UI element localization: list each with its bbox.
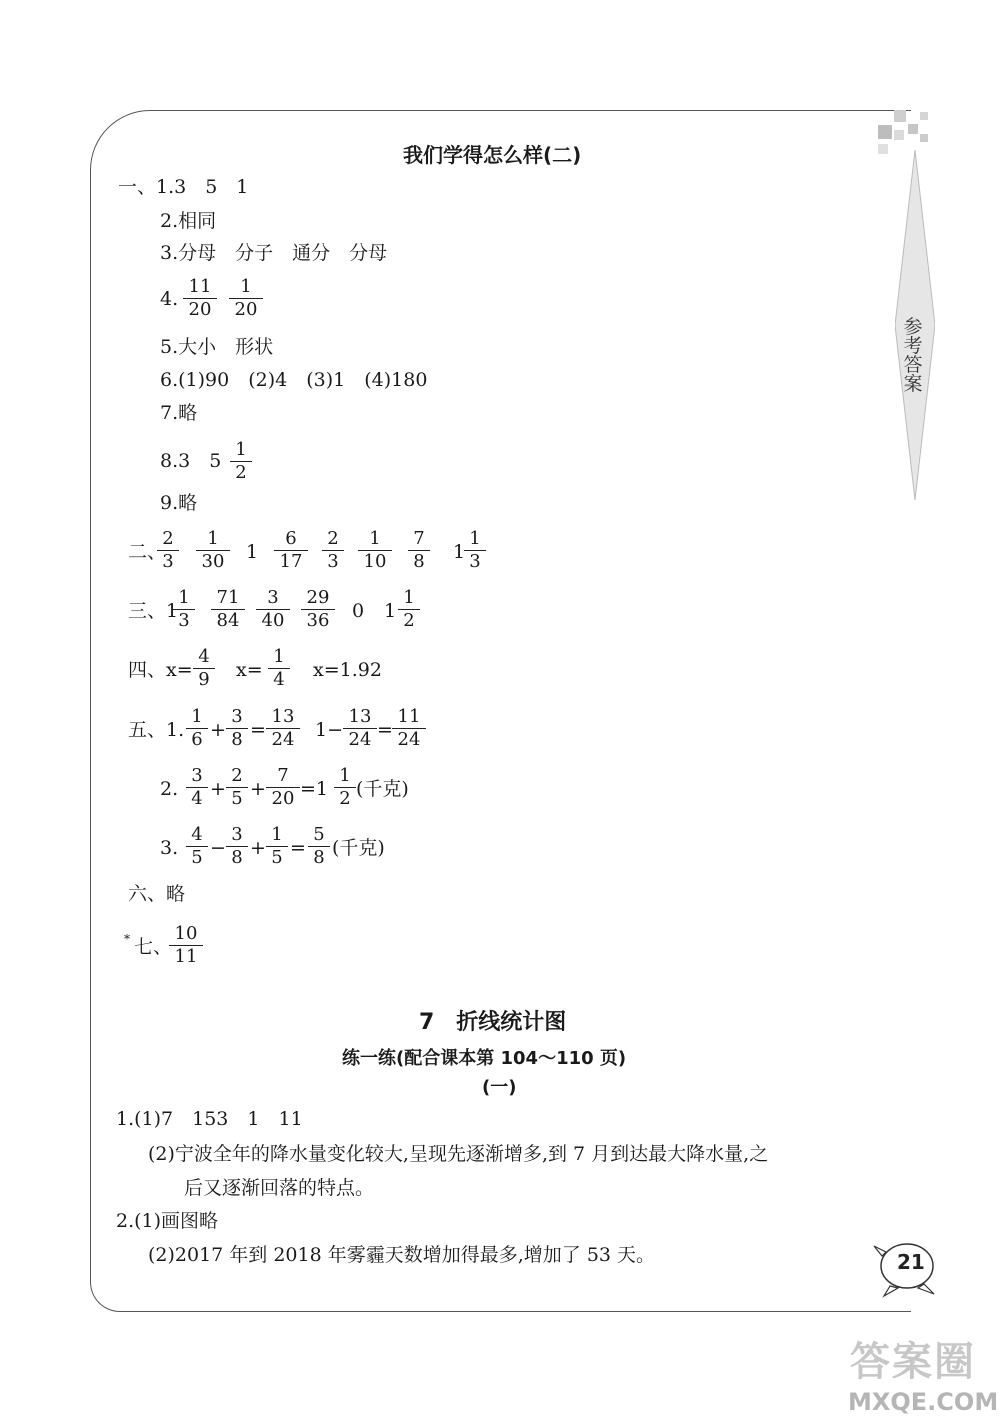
watermark-logo: 答案圈: [850, 1339, 976, 1385]
answer-4-x2: x=: [236, 659, 263, 681]
answer-4-x3: x=1.92: [313, 659, 382, 681]
fraction: 1 2: [398, 588, 420, 631]
answer-5-3-label: 3.: [160, 837, 179, 859]
minus-sign: −: [210, 837, 226, 859]
page-number: 21: [897, 1250, 925, 1274]
fraction: 6 17: [274, 529, 308, 572]
answer-1-9: 9.略: [160, 492, 198, 514]
answer-1-7: 7.略: [160, 402, 198, 424]
plus-sign: +: [210, 719, 226, 741]
whole-number: 1: [453, 541, 466, 563]
answer-3-label: 三、1: [128, 600, 179, 622]
fraction: 7 8: [408, 529, 430, 572]
fraction: 4 5: [186, 825, 208, 868]
answer-1-3: 3.分母 分子 通分 分母: [160, 242, 388, 264]
fraction: 1 10: [358, 529, 392, 572]
fraction: 13 24: [266, 707, 300, 750]
section-title: 我们学得怎么样(二): [403, 143, 582, 167]
fraction: 29 36: [301, 588, 335, 631]
fraction: 71 84: [211, 588, 245, 631]
fraction: 11 24: [392, 707, 426, 750]
equals-sign: =: [250, 719, 266, 741]
fraction: 7 20: [266, 766, 300, 809]
equals-sign: =1: [300, 778, 329, 800]
star-mark: *: [124, 932, 130, 946]
plus-sign: +: [250, 837, 266, 859]
unit-label: (千克): [332, 837, 385, 859]
fraction: 3 8: [226, 825, 248, 868]
answer-4-label: 四、x=: [128, 659, 193, 681]
exercise-part: (一): [482, 1077, 517, 1098]
equals-sign: =: [377, 719, 393, 741]
fraction: 1 30: [196, 529, 230, 572]
fraction: 3 4: [186, 766, 208, 809]
answer-1-6: 6.(1)90 (2)4 (3)1 (4)180: [160, 369, 428, 391]
exercise-answer-2-2: (2)2017 年到 2018 年雾霾天数增加得最多,增加了 53 天。: [148, 1244, 656, 1266]
fraction: 3 8: [226, 707, 248, 750]
side-tab-label: 参考答案: [903, 316, 923, 395]
fraction: 3 40: [256, 588, 290, 631]
fraction: 2 3: [157, 529, 179, 572]
equals-sign: =: [290, 837, 306, 859]
exercise-subtitle: 练一练(配合课本第 104～110 页): [342, 1048, 627, 1069]
answer-1-8: 8.3 5: [160, 450, 222, 472]
fraction: 11 20: [183, 277, 217, 320]
plus-sign: +: [250, 778, 266, 800]
exercise-answer-1-2: (2)宁波全年的降水量变化较大,呈现先逐渐增多,到 7 月到达最大降水量,之: [148, 1143, 769, 1165]
chapter-title: 7 折线统计图: [419, 1010, 567, 1035]
unit-label: (千克): [356, 778, 409, 800]
answer-6: 六、略: [128, 883, 186, 905]
fraction: 10 11: [169, 924, 203, 967]
whole-number: 1: [384, 600, 397, 622]
fraction: 1 2: [230, 440, 252, 483]
whole-number: 0: [352, 600, 365, 622]
fraction: 1 3: [464, 529, 486, 572]
fraction: 1 20: [229, 277, 263, 320]
fraction: 5 8: [308, 825, 330, 868]
fraction: 2 3: [322, 529, 344, 572]
fraction: 1 2: [334, 766, 356, 809]
exercise-answer-2-1: 2.(1)画图略: [116, 1210, 219, 1232]
fraction: 1 4: [268, 647, 290, 690]
answer-1-4-label: 4.: [160, 288, 179, 310]
answer-1-2: 2.相同: [160, 210, 217, 232]
answer-2-label: 二、: [128, 541, 167, 563]
plus-sign: +: [210, 778, 226, 800]
watermark-url: MXQE.COM: [848, 1388, 999, 1416]
fraction: 13 24: [343, 707, 377, 750]
answer-1-5: 5.大小 形状: [160, 336, 274, 358]
exercise-answer-1-1: 1.(1)7 153 1 11: [116, 1108, 303, 1130]
answer-5-1-part2: 1−: [315, 719, 344, 741]
fraction: 1 3: [173, 588, 195, 631]
whole-number: 1: [246, 541, 259, 563]
answer-7-label: 七、: [134, 936, 173, 958]
fraction: 2 5: [226, 766, 248, 809]
fraction: 1 6: [186, 707, 208, 750]
answer-5-label: 五、1.: [128, 719, 185, 741]
exercise-answer-1-2-cont: 后又逐渐回落的特点。: [184, 1177, 375, 1199]
fraction: 4 9: [193, 647, 215, 690]
answer-1-1: 一、1.3 5 1: [118, 176, 249, 198]
fraction: 1 5: [266, 825, 288, 868]
answer-5-2-label: 2.: [160, 778, 179, 800]
